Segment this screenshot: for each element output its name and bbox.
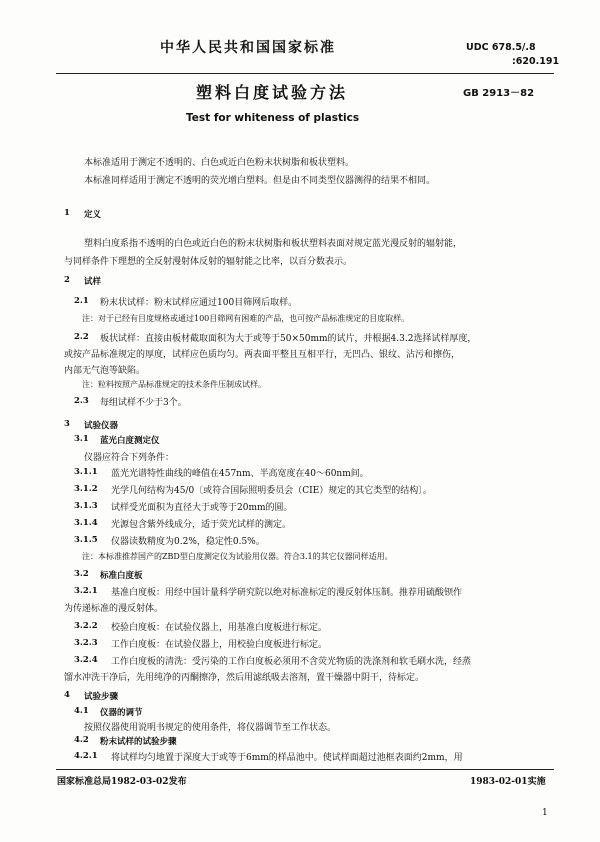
- header-divider: [56, 73, 554, 74]
- clause-3-2-number: 3.2: [74, 569, 89, 579]
- definition-line-2: 与同样条件下理想的全反射漫射体反射的辐射能之比率，以百分数表示。: [64, 257, 353, 267]
- clause-3-2-4-text-line-2: 馏水冲洗干净后，先用纯净的丙酮擦净，然后用滤纸吸去溶剂，置干燥器中阴干，待标定。: [64, 673, 425, 683]
- clause-3-1-2-number: 3.1.2: [74, 484, 98, 494]
- section-1-title: 定义: [84, 210, 102, 220]
- clause-3-2-1-number: 3.2.1: [74, 586, 98, 596]
- document-title-english: Test for whiteness of plastics: [186, 112, 360, 124]
- clause-3-1-4-number: 3.1.4: [74, 518, 98, 528]
- section-4-title: 试验步骤: [84, 692, 119, 702]
- section-3-title: 试验仪器: [84, 421, 119, 431]
- issue-date: 国家标准总局1982-03-02发布: [57, 777, 187, 787]
- clause-3-2-1-text-line-2: 为传递标准的漫反射体。: [64, 604, 164, 614]
- clause-2-2-number: 2.2: [74, 332, 89, 342]
- clause-3-1-3-text: 试样受光面积为直径大于或等于20mm的圆。: [111, 503, 293, 513]
- clause-3-1-note: 注：本标准推荐国产的ZBD型白度测定仪为试验用仪器。符合3.1的其它仪器同样适用。: [82, 552, 393, 561]
- clause-2-1-text: 粉末状试样：粉末试样应通过100目筛网后取样。: [100, 298, 298, 308]
- section-2-title: 试样: [84, 277, 102, 287]
- page-number: 1: [542, 808, 548, 818]
- udc-code-continued: :620.191: [512, 56, 560, 67]
- document-title: 塑料白度试验方法: [196, 83, 349, 102]
- clause-2-2-text-line-1: 板状试样：直接由板材截取面积为大于或等于50×50mm的试片，并根据4.3.2选择试样厚度，: [100, 334, 477, 344]
- clause-3-2-title: 标准白度板: [100, 571, 143, 581]
- clause-4-2-1-number: 4.2.1: [74, 751, 98, 761]
- clause-4-2-title: 粉末试样的试验步骤: [100, 737, 177, 747]
- intro-paragraph-1: 本标准适用于测定不透明的、白色或近白色粉末状树脂和板状塑料。: [84, 158, 355, 168]
- clause-2-3-number: 2.3: [74, 396, 89, 406]
- clause-3-1-number: 3.1: [74, 434, 89, 444]
- clause-2-2-text-line-3: 内部无气泡等缺陷。: [64, 366, 146, 376]
- clause-4-1-number: 4.1: [74, 706, 89, 716]
- clause-2-3-text: 每组试样不少于3个。: [100, 398, 187, 408]
- clause-2-2-text-line-2: 或按产品标准规定的厚度，试样应色质均匀。两表面平整且互相平行，无凹凸、银纹、沾污和擦伤，: [64, 350, 461, 360]
- section-4-number: 4: [64, 690, 70, 700]
- clause-4-1-title: 仪器的调节: [100, 708, 143, 718]
- clause-3-1-5-number: 3.1.5: [74, 535, 98, 545]
- clause-4-2-number: 4.2: [74, 735, 89, 745]
- clause-3-2-3-number: 3.2.3: [74, 638, 98, 648]
- clause-4-1-text: 按照仪器使用说明书规定的使用条件，将仪器调节至工作状态。: [84, 723, 337, 733]
- clause-3-1-5-text: 仪器读数精度为0.2%，稳定性0.5%。: [111, 537, 265, 547]
- clause-3-2-2-number: 3.2.2: [74, 621, 98, 631]
- section-2-number: 2: [64, 275, 70, 285]
- section-1-number: 1: [64, 208, 70, 218]
- clause-2-1-note: 注：对于已经有目度规格或通过100目筛网有困难的产品，也可按产品标准规定的目度取样。: [82, 314, 410, 323]
- clause-3-1-title: 蓝光白度测定仪: [100, 436, 160, 446]
- standard-title: 中华人民共和国国家标准: [160, 40, 336, 56]
- effective-date: 1983-02-01实施: [470, 777, 546, 787]
- clause-3-1-intro: 仪器应符合下列条件：: [84, 453, 175, 463]
- clause-2-2-note: 注：粒料按照产品标准规定的技术条件压制成试样。: [82, 380, 266, 389]
- udc-code: UDC 678.5/.8: [466, 42, 536, 53]
- clause-3-1-4-text: 光源包含紫外线成分，适于荧光试样的测定。: [111, 520, 292, 530]
- clause-3-1-1-text: 蓝光光谱特性曲线的峰值在457nm、半高宽度在40～60nm间。: [111, 469, 369, 479]
- clause-3-1-2-text: 光学几何结构为45/0〔或符合国际照明委员会（CIE）规定的其它类型的结构〕。: [111, 486, 432, 496]
- clause-3-2-3-text: 工作白度板：在试验仪器上，用校验白度板进行标定。: [111, 640, 328, 650]
- footer-divider: [56, 769, 554, 770]
- clause-3-2-1-text-line-1: 基准白度板：用经中国计量科学研究院以绝对标准标定的漫反射体压制。推荐用硫酸钡作: [111, 588, 463, 598]
- clause-3-1-3-number: 3.1.3: [74, 501, 98, 511]
- clause-3-2-4-text-line-1: 工作白度板的清洗：受污染的工作白度板必须用不含荧光物质的洗涤剂和软毛刷水洗，经蒸: [111, 657, 472, 667]
- intro-paragraph-2: 本标准同样适用于测定不透明的荧光增白塑料。但是由不同类型仪器测得的结果不相同。: [84, 176, 436, 186]
- gb-number: GB 2913－82: [463, 88, 535, 99]
- clause-2-1-number: 2.1: [74, 296, 89, 306]
- definition-line-1: 塑料白度系指不透明的白色或近白色的粉末状树脂和板状塑料表面对规定蓝光漫反射的辐射能，: [84, 239, 463, 249]
- clause-4-2-1-text: 将试样均匀地置于深度大于或等于6mm的样品池中。使试样面超过池框表面约2mm，用: [111, 753, 463, 763]
- clause-3-2-2-text: 校验白度板：在试验仪器上，用基准白度板进行标定。: [111, 623, 328, 633]
- clause-3-2-4-number: 3.2.4: [74, 655, 98, 665]
- section-3-number: 3: [64, 419, 70, 429]
- clause-3-1-1-number: 3.1.1: [74, 467, 98, 477]
